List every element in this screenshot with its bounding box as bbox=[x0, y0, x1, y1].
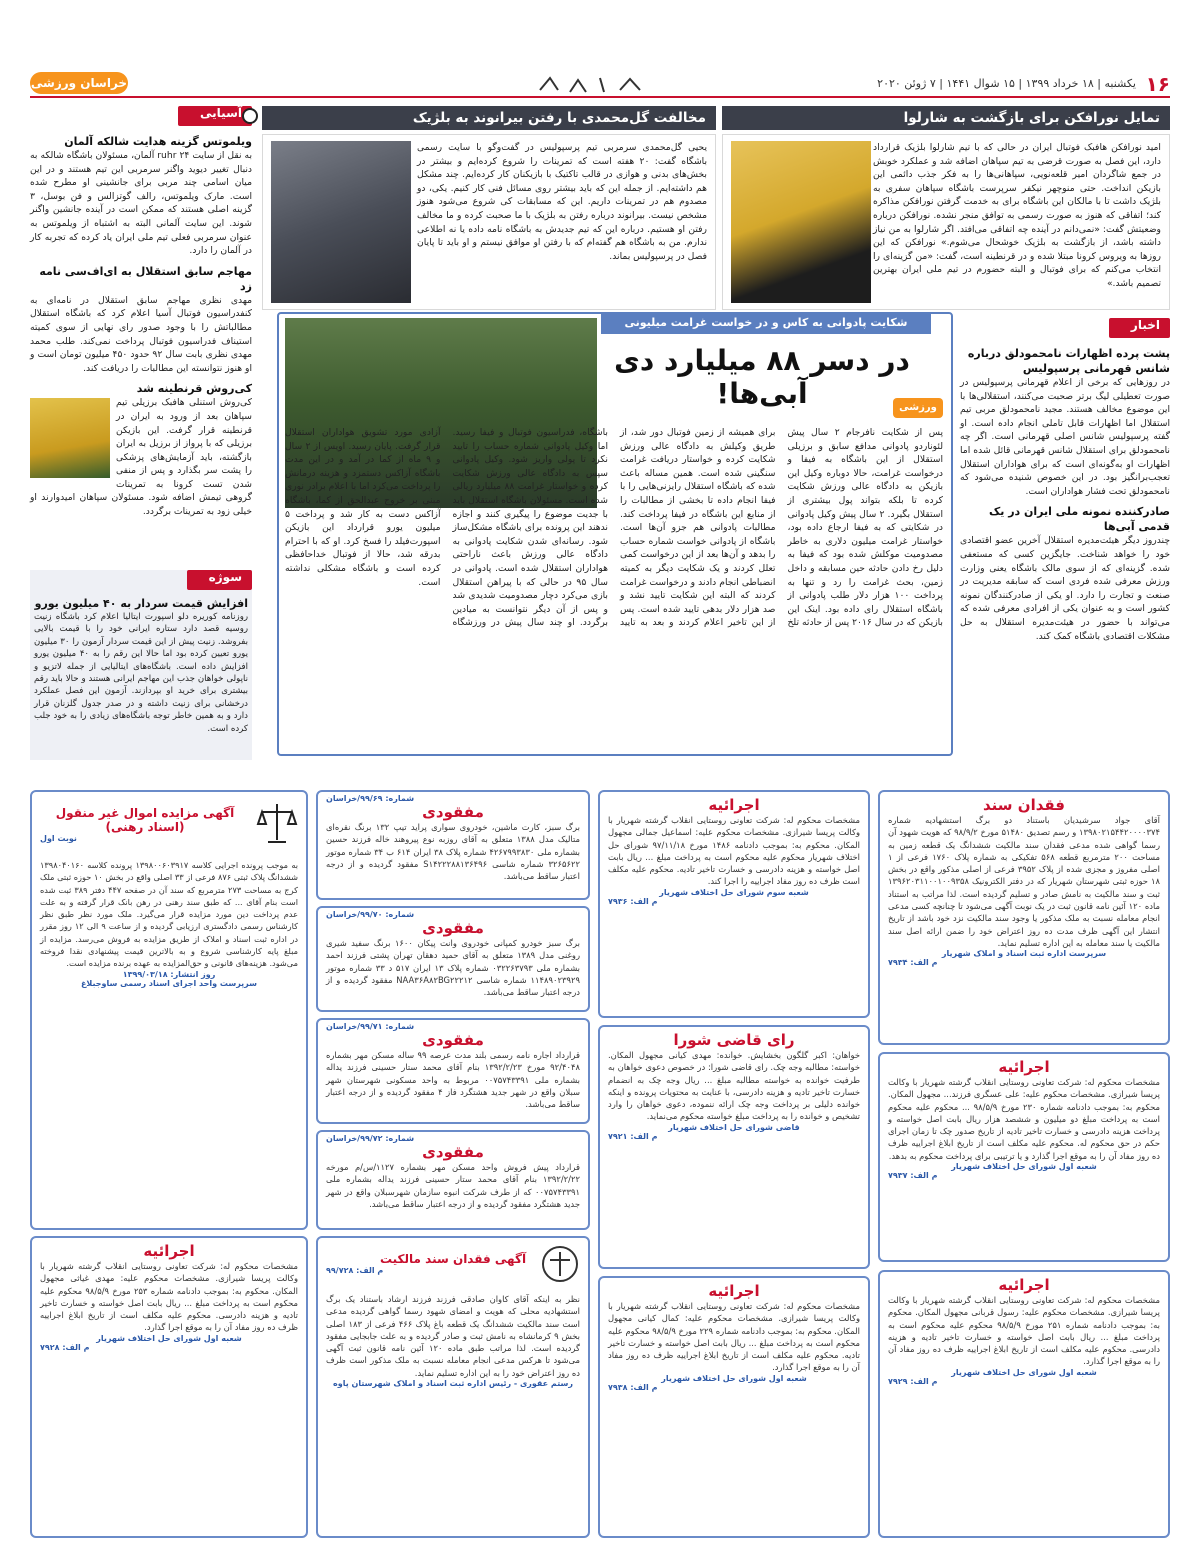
ad-body: مشخصات محکوم له: شرکت تعاونی روستایی انقلاب گرشته شهریار با وکالت پریسا شیرازی. مشخصات محکوم علیه: اسماعیل جمالی مجهول المکان. محکوم به: بموجب دادنامه ۱۴۸۶ مورخ ۹۷/۱۱/۱۸ شورای حل اختلاف شهریار محکوم علیه محکوم است به پرداخت مبلغ ... ریال بابت اصل خواسته و هزینه دادرسی و خسارت تاخیر تادیه. محکوم علیه مکلف است ظرف ده روز مفاد اجراییه را اجرا کند. bbox=[608, 815, 860, 887]
sport-tag: سوژه bbox=[187, 570, 252, 590]
story-right-banner bbox=[722, 106, 1170, 130]
ad-number: شماره: ۹۹/۷۰/خراسان bbox=[326, 910, 415, 919]
asia-headline-1: ویلموتس گزینه هدایت شالکه آلمان bbox=[64, 135, 252, 148]
ad-title: اجرائیه bbox=[143, 1242, 195, 1260]
ad-body: برگ سبز، کارت ماشین، خودروی سواری پراید تیپ ۱۳۲ برنگ نقره‌ای متالیک مدل ۱۳۸۸ متعلق به آقای روزبه نوع پیروهند خاله فرزند حسین بشماره ملی ۴۲۶۷۹۹۳۸۳۰ شماره پلاک ۳۸ ایران ۶۱۴ ب ۳۴ شماره موتور ۳۲۶۵۶۲۲ شماره شاسی S۱۴۲۲۲۸۸۱۳۶۴۹۶ مفقود گردیده و از درجه اعتبار ساقط می‌باشد. bbox=[326, 822, 581, 882]
ad-title: مفقودی bbox=[422, 1031, 484, 1049]
coach-photo-golmohammadi bbox=[271, 141, 411, 303]
ad-footer: شعبه اول شورای حل اختلاف شهریار bbox=[951, 1162, 1097, 1172]
story-left-body: یحیی گل‌محمدی سرمربی تیم پرسپولیس در گفت‌وگو با سایت رسمی باشگاه گفت: ۲۰ هفته است که تمرینات را شروع کرده‌ایم و بیشتر در بخش‌های بدنی و هوازی در قالب تاکتیک با بازیکنان کار کرده‌ایم. چند مشکل هم داشته‌ایم. از جمله این که باید بیشتر روی مسائل فنی کار کنیم. یکی، دو مصدوم هم در تمرینات داریم. این که مسابقات کی شروع می‌شود هنوز مشخص نیست. بیرانوند درباره رفتن به بلژیک با ما صحبت کرده و ما مخالف رفتن او هستیم. درباره این که تیم جدیدش به باشگاه نامه داده یا نه اطلاعی ندارم. من به باشگاه هم گفته‌ام که با رفتن او موافق نیستم و او باید تا پایان فصل در پرسپولیس بماند. bbox=[417, 142, 707, 262]
ad-card-lost bbox=[316, 906, 590, 1012]
ad-footer: رستم عقوری - رئیس اداره ثبت اسناد و املاک شهرستان پاوه bbox=[333, 1379, 573, 1389]
sport-column bbox=[30, 570, 252, 760]
sport-headline: افزایش قیمت سردار به ۴۰ میلیون یورو bbox=[34, 597, 248, 610]
ad-body: آقای جواد سرشیدیان باستناد دو برگ استشهادیه شماره ۱۳۹۸۰۲۱۵۴۴۲۰۰۰۰۳۷۴ و رسم تصدیق ۵۱۴۸۰ مورخ ۹۸/۹/۲ که هویت شهود آن رسما گواهی شده مدعی فقدان سند مالکیت ششدانگ یک قطعه زمین به مساحت ۲۰۰ مترمربع قطعه ۵۶۸ تفکیکی به شماره پلاک ۱۷۶۰ فرعی از ۱ اصلی مفروز و مجزی شده از پلاک ۳۹۵۲ فرعی از اصلی مذکور واقع در بخش ۱۸ حوزه ثبتی شهرستان شهریار که در دفتر الکترونیک ۱۳۹۶۲۰۳۱۱۰۰۱۰۰۹۳۵۸ ثبت و سند مالکیت به نامش صادر و تسلیم گردیده است. لذا مراتب به استناد ماده ۱۲۰ آئین نامه قانون ثبت در یک نوبت آگهی می‌شود تا چنانچه کسی مدعی انجام معامله نسبت به ملک مذکور یا وجود سند مالکیت نزد خود باشد از تاریخ انتشار این آگهی ظرف مدت ده روز اعتراض خود را ضمن ارائه اصل سند مالکیت یا سند معامله به این اداره تسلیم نماید. bbox=[888, 815, 1161, 948]
ad-body: مشخصات محکوم له: شرکت تعاونی روستایی انقلاب گرشته شهریار با وکالت پریسا شیرازی. مشخصات محکوم علیه: کمال کیانی مجهول المکان. محکوم به: بموجب دادنامه شماره ۲۲۹ مورخ ۹۸/۵/۹ محکوم علیه محکوم است به پرداخت مبلغ ... ریال بابت اصل خواسته و خسارت تاخیر تادیه. محکوم علیه مکلف است از تاریخ ابلاغ اجراییه ظرف ده روز مفاد آن را به موقع اجرا گذارد. bbox=[608, 1301, 860, 1373]
ad-card-auction bbox=[30, 790, 308, 1230]
ad-body: مشخصات محکوم له: شرکت تعاونی روستایی انقلاب گرشته شهریار با وکالت پریسا شیرازی. مشخصات محکوم علیه: مهدی غیاثی مجهول المکان. محکوم به: بموجب دادنامه شماره ۲۵۳ مورخ ۹۸/۵/۹ محکوم علیه محکوم است به پرداخت مبلغ ... ریال بابت اصل خواسته و خسارت تاخیر تادیه و هزینه دادرسی. محکوم علیه مکلف است از تاریخ ابلاغ اجراییه ظرف ده روز مفاد آن را به موقع اجرا گذارد. bbox=[40, 1261, 299, 1333]
asia-header bbox=[30, 106, 252, 128]
ad-number: م الف: ۷۹۲۹ bbox=[888, 1376, 938, 1386]
asia-body-1: به نقل از سایت ۲۴ ruhr آلمان، مسئولان باشگاه شالکه به دنبال تغییر دیوید واگنر سرمربی این تیم هستند و در این میان اسامی چند مربی برای جانشینی او مطرح شده است. مارک ویلموتس، رالف گوتزالس و فن بوسل، ۳ گزینه اصلی هستند که ممکن است در آینده جانشین واگنر شوند. این سایت آلمانی البته به اشتباه از ویلموتس به عنوان سرمربی فعلی تیم ملی ایران یاد کرده که تجربه کار در آلمان را دارد. bbox=[30, 150, 253, 257]
ad-card bbox=[598, 1276, 870, 1538]
ad-footer: شعبه اول شورای حل اختلاف شهریار bbox=[951, 1367, 1097, 1377]
ad-card bbox=[878, 1052, 1170, 1262]
ad-card-deed bbox=[316, 1236, 590, 1538]
story-left-title: مخالفت گل‌محمدی با رفتن بیرانوند به بلژیک bbox=[412, 110, 706, 126]
news-column bbox=[960, 318, 1170, 758]
brand-logo: خراسان ورزشی bbox=[30, 72, 128, 94]
ad-number: م الف: ۷۹۲۱ bbox=[608, 1131, 658, 1141]
ad-number: م الف: ۷۹۳۴ bbox=[888, 958, 938, 968]
news-body-1: در روزهایی که برخی از اعلام قهرمانی پرسپولیس در صورت تعطیلی لیگ برتر صحبت می‌کنند، استقلالی‌ها با این موضوع مخالف هستند. مجید نامحمودلق مربی تیم استقلال اما اظهارات قابل تاملی انجام داده است. او گفته پرسپولیس شانس اصلی قهرمانی است. اگر چه نامحمودلق برای استقلال شانس قهرمانی قائل شده اما اظهارات او به‌گونه‌ای است که برای هواداران استقلال تعجب‌برانگیز بود. در این خصوص شنیده می‌شود که نامحمودلق تحت فشار هواداران است. bbox=[960, 377, 1170, 497]
player-photo-stanley bbox=[30, 398, 110, 478]
ad-body: به موجب پرونده اجرایی کلاسه ۱۳۹۸۰۰۶۰۳۹۱۷ پرونده کلاسه ۱۳۹۸۰۴۰۱۶۰ ششدانگ پلاک ثبتی ۸۷۶ فرعی از ۳۳ اصلی واقع در بخش ۱۰ حوزه ثبتی ملک کرج به مساحت ۲۷۳ مترمربع که سند آن در صفحه ۴۴۷ دفتر ۳۸۹ ثبت شده است بنام آقای ... که طبق سند رهنی در رهن بانک قرار گرفته و به علت عدم پرداخت دین مورد مزایده قرار می‌گیرد. ملک مورد نظر طبق نظر کارشناس رسمی دادگستری ارزیابی گردیده و از ساعت ۹ الی ۱۲ روز مقرر در اداره ثبت اسناد و املاک از طریق مزایده به فروش می‌رسد. مزایده از مبلغ پایه کارشناسی شروع و به بالاترین قیمت پیشنهادی نقدا فروخته می‌شود. هزینه‌های قانونی و حق‌المزایده به عهده برنده مزایده است. bbox=[40, 860, 298, 969]
ad-card bbox=[878, 790, 1170, 1045]
asia-column bbox=[30, 106, 252, 554]
ad-footer: سرپرست واحد اجرای اسناد رسمی ساوجبلاغ bbox=[80, 978, 258, 988]
ad-number: م الف: ۷۹۳۶ bbox=[608, 896, 658, 906]
ad-number: م الف: ۷۹۳۷ bbox=[888, 1171, 938, 1181]
registry-emblem-icon bbox=[540, 1244, 580, 1284]
ad-number: م الف: ۹۹/۷۲۸ bbox=[326, 1266, 384, 1275]
story-right-body: امید نورافکن هافبک فوتبال ایران در حالی که با تیم شارلوا بلژیک قرارداد دارد، این فصل به صورت قرضی به تیم سپاهان اضافه شد و عملکرد خوبش در جمع شاگردان امیر قلعه‌نویی، سپاهانی‌ها را به فکر جذب دائمی این بازیکن انداخت. حتی منوچهر نیکفر سرپرست باشگاه سپاهان سفری به بلژیک داشت تا با مالکان این باشگاه برای به خدمت گرفتن نورافکن مذاکره کند؛ اتفاقی که هنوز به صورت رسمی به توافق منجر نشده. نورافکن درباره وضعیتش گفت: «نمی‌دانم در آینده چه اتفاقی می‌افتد. اگر شارلوا به من نیاز داشته باشد، از بازگشت به بلژیک خوشحال می‌شوم.» نورافکن که این روزها به ویروس کرونا مبتلا شده و در قرنطینه است، گفت: «من گزینه‌ای را انتخاب می‌کنم که برای فوتبال و البته حضورم در تیم ملی ایران بهترین تصمیم باشد.» bbox=[873, 142, 1161, 289]
ad-number: م الف: ۷۹۲۸ bbox=[40, 1342, 90, 1352]
ad-card bbox=[30, 1236, 308, 1538]
ad-title: مفقودی bbox=[422, 919, 484, 937]
feature-kicker: شکایت پادوانی به کاس و در خواست غرامت میلیونی bbox=[601, 312, 931, 334]
story-left bbox=[262, 134, 716, 310]
ad-card bbox=[598, 1025, 870, 1269]
football-icon bbox=[242, 108, 258, 124]
feature-logo: ورزشی bbox=[893, 398, 943, 418]
feature-body: پس از شکایت نافرجام ۲ سال پیش لئوناردو پادوانی مدافع سابق و برزیلی استقلال از این باشگاه به فیفا و درخواست غرامت، حالا دوباره وکیل این بازیکن به دادگاه عالی ورزش شکایت کرده تا بلکه بتواند پول بیشتری از استقلال بگیرد. ۲ سال پیش وکیل پادوانی در شکایتی که به فیفا ارجاع داده بود، خواستار غرامت میلیون دلاری به خاطر مصدومیت موکلش شده بود که فیفا به دلیل رخ دادن حادثه حین مسابقه و داخل زمین، بحث غرامت را رد و تنها به پرداخت ۱۰۰ هزار دلار طلب پادوانی از باشگاه استقلال رای داده بود. اینک این بازیکن که در سال ۲۰۱۶ پس از حادثه تلخ برای همیشه از زمین فوتبال دور شد، از طریق وکیلش به دادگاه عالی ورزش شکایت کرده و خواستار دریافت غرامت سنگینی شده است. همین مساله باعث شده که باشگاه استقلال رایزنی‌هایی را با فیفا انجام داده تا بخشی از مطالبات را از منابع این باشگاه در فیفا پرداخت کند. مطالبات پادوانی هم جزو آن‌ها است. باشگاه از پادوانی خواست شماره حساب را بدهد و آن‌ها بعد از این درخواست کمی تعلل کردند و یک شکایت دیگر به کمیته انضباطی انجام دادند و درخواست غرامت کردند که البته این شکایت تایید نشد و صد هزار دلار بدهی تایید شده است. پس از این تاخیر اعلام کردند و بعد به تایید باشگاه، فدراسیون فوتبال و فیفا رسید. اما وکیل پادوانی شماره حساب را تایید نکرد تا پولی واریز شود. وکیل پادوانی سپس به دادگاه عالی ورزش شکایت کرده و خواستار غرامت ۸۸ میلیارد ریالی شده است. مسئولان باشگاه استقلال باید با جدیت موضوع را پیگیری کنند و اجازه ندهند این پرونده برای باشگاه مشکل‌ساز شود. رسانه‌ای شدن شکایت پادوانی به دادگاه عالی ورزش باعث ناراحتی هواداران استقلال شده است. پادوانی در سال ۹۵ در حالی که با پیراهن استقلال بازی می‌کرد دچار مصدومیت شدیدی شد و پس از آن دیگر نتوانست به میادین برگردد. او چند سال پیش در ورزشگاه آزادی مورد تشویق هواداران استقلال قرار گرفت. پایان رسید. اویس از ۲ سال و ۹ ماه از کما در آمد و در این مدت باشگاه آزاکس دستمزد و هزینه درمانش را پرداخت می‌کرد اما با اعلام برادر نوری مبنی بر خروج عبدالحق از کما، باشگاه آزاکس دست به کار شد و پرداخت ۵ میلیون یورو قرارداد این بازیکن اسپورت‌فیلد را فسخ کرد. او که با احترام بدرقه شد، حالا از فوتبال خداحافظی کرده است و باشگاه مشکلی نداشته است. bbox=[285, 427, 943, 629]
ad-date: روز انتشار: ۱۳۹۹/۰۳/۱۸ bbox=[122, 969, 216, 979]
ad-card-lost bbox=[316, 1130, 590, 1230]
ad-footer: شعبه اول شورای حل اختلاف شهریار bbox=[661, 1373, 807, 1383]
judiciary-scale-icon bbox=[256, 800, 298, 846]
story-right-title: تمایل نورافکن برای بازگشت به شارلوا bbox=[903, 110, 1160, 126]
asia-headline-3: کی‌روش قرنطینه شد bbox=[136, 382, 252, 396]
ad-number: شماره: ۹۹/۶۹/خراسان bbox=[326, 794, 415, 803]
asia-headline-2: مهاجم سابق استقلال به ای‌اف‌سی نامه زد bbox=[39, 264, 252, 293]
page-number: ۱۶ bbox=[1145, 72, 1170, 96]
ad-number: شماره: ۹۹/۷۲/خراسان bbox=[326, 1134, 415, 1143]
ad-number: نوبت اول bbox=[40, 834, 77, 843]
ad-number: شماره: ۹۹/۷۱/خراسان bbox=[326, 1022, 415, 1031]
ad-title: اجرائیه bbox=[708, 1282, 760, 1300]
ad-footer: شعبه سوم شورای حل اختلاف شهریار bbox=[659, 887, 809, 897]
feature-box bbox=[277, 312, 953, 756]
ad-title: آگهی مزایده اموال غیر منقول (اسناد رهنی) bbox=[55, 806, 235, 834]
asia-tag: آسیایی bbox=[178, 106, 252, 126]
ad-body: قرارداد پیش فروش واحد مسکن مهر بشماره ۱۱۲۷/س/م مورخه ۱۳۹۲/۲/۲۲ بنام آقای محمد ستار حسینی فرزند یداله بشماره ملی ۰۰۷۵۷۴۳۳۹۱ که از طرف شرکت انبوه سازمان شهرسبلان واقع در شهر جدید هشتگرد مفقود گردیده و از درجه اعتبار ساقط می‌باشد. bbox=[326, 1162, 580, 1209]
dateline: یکشنبه | ۱۸ خرداد ۱۳۹۹ | ۱۵ شوال ۱۴۴۱ | ۷ ژوئن ۲۰۲۰ bbox=[877, 77, 1136, 90]
news-headline-1: پشت پرده اظهارات نامحمودلق درباره شانس قهرمانی پرسپولیس bbox=[967, 347, 1170, 375]
ad-footer: سرپرست اداره ثبت اسناد و املاک شهریار bbox=[941, 949, 1107, 959]
ad-card-lost bbox=[316, 790, 590, 900]
news-header bbox=[960, 318, 1170, 340]
sport-figures-icon bbox=[530, 74, 660, 94]
news-body-2: چندروز دیگر هیئت‌مدیره استقلال آخرین عضو اقتصادی خود را خواهد شناخت. جایگزین کسی که مستعفی شده. گزینه‌ای که از سوی مالک باشگاه یعنی وزارت ورزش معرفی شده فردی است که سابقه مدیریت در صنعت و تجارت را دارد. او یکی از صادرکنندگان نمونه کشور است و به عنوان یکی از افرادی معرفی شده که می‌تواند با حضور در هیئت‌مدیره استقلال به حل مشکلات اقتصادی باشگاه کمک کند. bbox=[960, 535, 1170, 642]
ad-title: مفقودی bbox=[422, 803, 484, 821]
ad-body: نظر به اینکه آقای کاوان صادقی فرزند فرزند ارشاد باستناد یک برگ استشهادیه محلی که هویت و امضای شهود رسما گواهی گردیده مدعی است سند مالکیت ششدانگ یک قطعه باغ پلاک ۴۶۶ فرعی از ۱۸۳ اصلی بخش ۹ کرمانشاه به نامش ثبت و صادر گردیده و به علت جابجایی مفقود گردیده است. لذا مراتب طبق ماده ۱۲۰ آئین نامه قانون ثبت آگهی می‌شود تا هرکس مدعی انجام معامله نسبت به ملک مذکور است ظرف ده روز اعتراض خود را به این اداره تسلیم نماید. bbox=[326, 1294, 581, 1378]
news-headline-2: صادرکننده نمونه ملی ایران در یک قدمی آبی‌ها bbox=[988, 505, 1170, 534]
story-right bbox=[722, 134, 1170, 310]
ad-card bbox=[878, 1270, 1170, 1538]
asia-body-3: کی‌روش استنلی هافبک برزیلی تیم سپاهان بعد از ورود به ایران در قرنطینه قرار گرفت. این بازیکن برزیلی که با پرواز از برزیل به ایران بازگشته، باید آزمایش‌های پزشکی را پشت سر بگذارد و پس از منفی شدن تست کرونا به تمرینات گروهی تیمش اضافه شود. مسئولان سپاهان امیدوارند او خیلی زود به تمرینات برگردد. bbox=[30, 397, 252, 518]
player-photo-nourafkan bbox=[731, 141, 871, 303]
sport-header bbox=[30, 570, 252, 592]
ad-card-lost bbox=[316, 1018, 590, 1124]
ad-body: خواهان: اکبر گلگون بخشایش. خوانده: مهدی کیانی مجهول المکان. خواسته: مطالبه وجه چک. رای قاضی شورا: در خصوص دعوی خواهان به طرفیت خوانده به خواسته مطالبه مبلغ ... ریال وجه چک به انضمام خسارت تاخیر تادیه و هزینه دادرسی، با عنایت به محتویات پرونده و اینکه خوانده دلیلی بر پرداخت وجه چک ارائه ننموده، دعوی خواهان را وارد تشخیص و خوانده را به پرداخت مبلغ خواسته محکوم می‌نماید. bbox=[608, 1050, 860, 1122]
ad-footer: شعبه اول شورای حل اختلاف شهریار bbox=[96, 1333, 242, 1343]
ad-title: رای قاضی شورا bbox=[673, 1031, 795, 1049]
story-left-banner bbox=[262, 106, 716, 130]
sport-body: روزنامه کوریره دلو اسپورت ایتالیا اعلام کرد باشگاه زنیت روسیه قصد دارد ستاره ایرانی خود را با قیمت بالایی بفروشد. زنیت پیش از این قیمت سردار آزمون را ۳۰ میلیون یورو تعیین کرده بود اما حالا این رقم را به ۴۰ میلیون یورو افزایش داده است. باشگاه‌های ایتالیایی از جمله لاتزیو و ناپولی خواهان جذب این مهاجم ایرانی هستند و حالا باید رقم بیشتری برای خرید او بپردازند. آزمون این فصل عملکرد درخشانی برای زنیت داشته و در صدر جدول گلزنان قرار دارد و به همین خاطر توجه باشگاه‌های زیادی را به خود جلب کرده است. bbox=[34, 612, 248, 734]
ad-title: فقدان سند bbox=[983, 796, 1065, 814]
ad-title: اجرائیه bbox=[998, 1058, 1050, 1076]
ad-title: اجرائیه bbox=[708, 796, 760, 814]
ad-title: اجرائیه bbox=[998, 1276, 1050, 1294]
ad-footer: قاضی شورای حل اختلاف شهریار bbox=[668, 1122, 800, 1132]
ad-title: آگهی فقدان سند مالکیت bbox=[379, 1252, 527, 1266]
ad-number: م الف: ۷۹۳۸ bbox=[608, 1382, 658, 1392]
ad-body: قرارداد اجاره نامه رسمی بلند مدت عرصه ۹۹ ساله مسکن مهر بشماره ۹۲/۴۰۴۸ مورخ ۱۳۹۲/۲/۲۳ بنام آقای محمد ستار حسینی فرزند یداله بشماره ملی ۰۰۷۵۷۴۳۳۹۱ مربوط به واحد مسکونی شهرستان شهر سبلان واقع در شهر جدید هشتگرد فاز ۴ مفقود گردیده و از درجه اعتبار ساقط می‌باشد. bbox=[326, 1050, 580, 1110]
asia-body-2: مهدی نظری مهاجم سابق استقلال در نامه‌ای به کنفدراسیون فوتبال آسیا اعلام کرد که باشگاه استقلال مطالباتش را با وجود صدور رای نهایی از سوی کمیته استیناف فدراسیون فوتبال پرداخت نمی‌کند. طلب محمد مهدی نظری بابت سال ۹۲ حدود ۴۵۰ میلیون تومان است و او هنوز نتوانسته این مطالبات را دریافت کند. bbox=[30, 294, 252, 374]
ad-card bbox=[598, 790, 870, 1018]
feature-title: در دسر ۸۸ میلیارد دی آبی‌ها! bbox=[614, 344, 910, 410]
ad-title: مفقودی bbox=[422, 1143, 484, 1161]
ad-body: برگ سبز خودرو کمپانی خودروی وانت پیکان ۱۶۰۰ برنگ سفید شیری روغنی مدل ۱۳۸۹ متعلق به آقای حمید دهقان تهران پشتی فرزند احمد بشماره ملی ۰۳۲۲۶۳۷۹۳ شماره پلاک ۱۳ ایران ۵۱۷ د ۳۳ شماره موتور ۱۱۴۸۹۰۲۳۹۲۹ شماره شاسی NAA۳۶A۸۲BG۲۲۲۱۲ مفقود گردیده و از درجه اعتبار ساقط می‌باشد. bbox=[326, 938, 580, 998]
ad-body: مشخصات محکوم له: شرکت تعاونی روستایی انقلاب گرشته شهریار با وکالت پریسا شیرازی. مشخصات محکوم علیه: علی عسگری فرزند... مجهول المکان. محکوم به: بموجب دادنامه شماره ۲۳۰ مورخ ۹۸/۵/۹ ... محکوم علیه محکوم است به پرداخت مبلغ دو میلیون و ششصد هزار ریال بابت اصل خواسته و پرداخت هزینه دادرسی و خسارت تاخیر تادیه از تاریخ صدور چک تا زمان اجرای حکم در حق محکوم له. محکوم علیه مکلف است از تاریخ ابلاغ اجراییه ظرف ده روز مفاد آن را به موقع اجرا گذارد و یا ترتیبی برای پرداخت محکوم به بدهد. bbox=[888, 1077, 1161, 1161]
ad-body: مشخصات محکوم له: شرکت تعاونی روستایی انقلاب گرشته شهریار با وکالت پریسا شیرازی. مشخصات محکوم علیه: رسول قربانی مجهول المکان. محکوم به: بموجب دادنامه شماره ۲۵۱ مورخ ۹۸/۵/۹ محکوم علیه محکوم است به پرداخت مبلغ ... ریال بابت اصل خواسته و خسارت تاخیر تادیه و هزینه دادرسی. محکوم علیه مکلف است از تاریخ ابلاغ اجراییه ظرف ده روز مفاد آن را به موقع اجرا گذارد. bbox=[888, 1295, 1161, 1367]
page-header bbox=[30, 72, 1170, 98]
news-tag: اخبار bbox=[1109, 318, 1170, 338]
